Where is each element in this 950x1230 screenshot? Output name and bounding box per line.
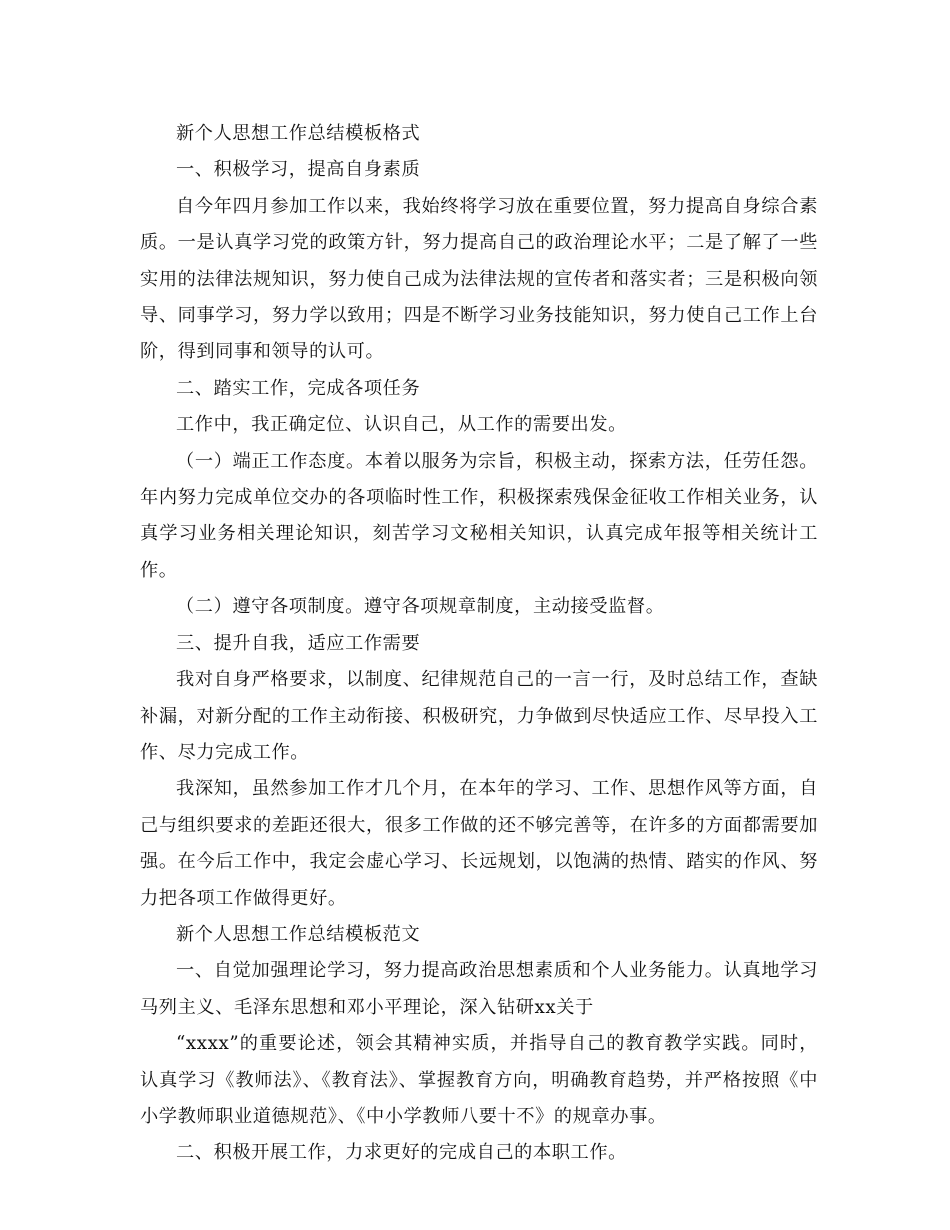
title-sample: 新个人思想工作总结模板范文: [176, 923, 421, 945]
title-format: 新个人思想工作总结模板格式: [176, 123, 421, 144]
section-heading-2: 二、踏实工作，完成各项任务: [176, 377, 421, 399]
section-heading-3: 三、提升自我，适应工作需要: [176, 632, 421, 654]
body-paragraph: 自今年四月参加工作以来，我始终将学习放在重要位置，努力提高自身综合素质。一是认真学习党的政策方针，努力提高自己的政治理论水平；二是了解了一些实用的法律法规知识，努力使自己成为法律法规的宣传者和落实者；三是积极向领导、同事学习，努力学以致用；四是不断学习业务技能知识，努力使自己工作上台阶，得到同事和领导的认可。: [140, 195, 818, 363]
body-paragraph: 二、积极开展工作，力求更好的完成自己的本职工作。: [176, 1142, 627, 1164]
body-paragraph: （一）端正工作态度。本着以服务为宗旨，积极主动，探索方法，任劳任怨。年内努力完成单位交办的各项临时性工作，积极探索残保金征收工作相关业务，认真学习业务相关理论知识，刻苦学习文秘相关知识，认真完成年报等相关统计工作。: [140, 450, 818, 581]
section-heading-1: 一、积极学习，提高自身素质: [176, 159, 421, 181]
body-paragraph: 我深知，虽然参加工作才几个月，在本年的学习、工作、思想作风等方面，自己与组织要求的差距还很大，很多工作做的还不够完善等，在许多的方面都需要加强。在今后工作中，我定会虚心学习、长远规划，以饱满的热情、踏实的作风、努力把各项工作做得更好。: [140, 778, 818, 909]
body-paragraph: （二）遵守各项制度。遵守各项规章制度，主动接受监督。: [176, 596, 665, 618]
body-paragraph: 我对自身严格要求，以制度、纪律规范自己的一言一行，及时总结工作，查缺补漏，对新分配的工作主动衔接、积极研究，力争做到尽快适应工作、尽早投入工作、尽力完成工作。: [140, 669, 818, 763]
body-paragraph: “xxxx”的重要论述，领会其精神实质，并指导自己的教育教学实践。同时，认真学习《教师法》、《教育法》、掌握教育方向，明确教育趋势，并严格按照《中小学教师职业道德规范》、《中小学教师八要十不》的规章办事。: [140, 1033, 818, 1127]
body-paragraph: 一、自觉加强理论学习，努力提高政治思想素质和个人业务能力。认真地学习马列主义、毛泽东思想和邓小平理论，深入钻研xx关于: [140, 960, 818, 1018]
body-paragraph: 工作中，我正确定位、认识自己，从工作的需要出发。: [176, 414, 627, 436]
